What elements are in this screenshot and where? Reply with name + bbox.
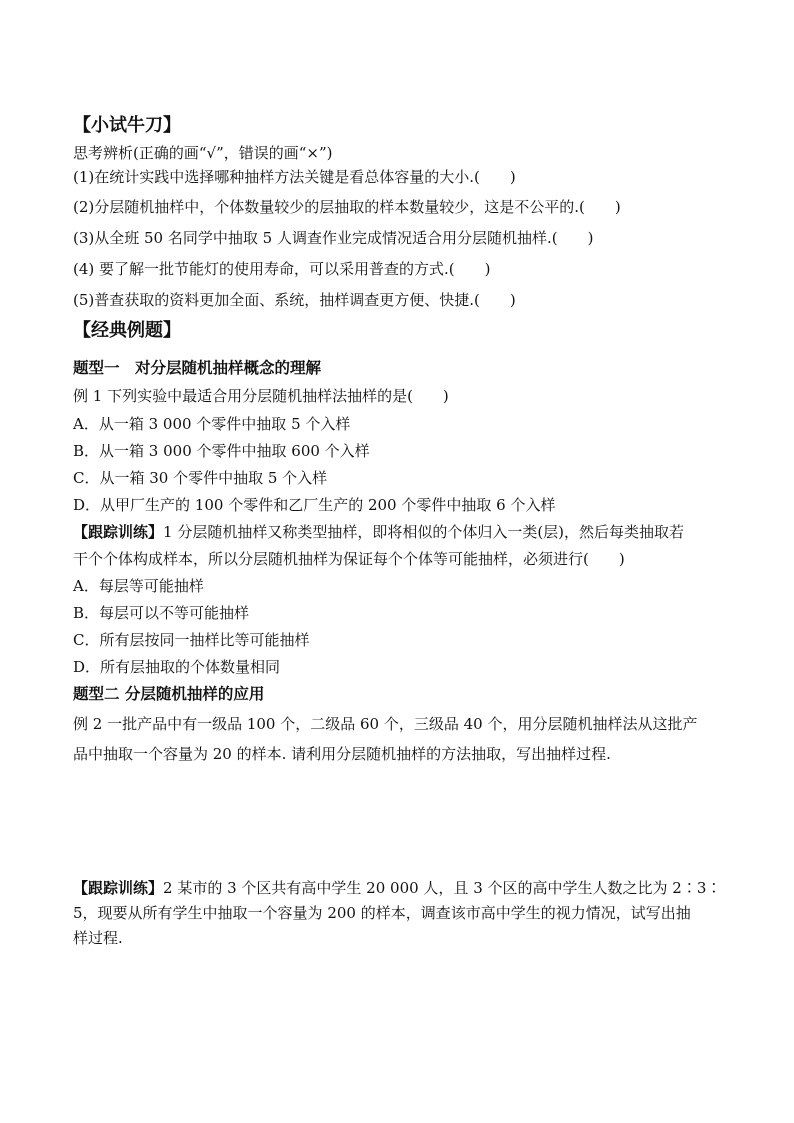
example2-line2: 品中抽取一个容量为 20 的样本. 请利用分层随机抽样的方法抽取，写出抽样过程.: [73, 745, 611, 763]
tracking1-option: C．所有层按同一抽样比等可能抽样: [73, 631, 310, 649]
tracking1-option: B．每层可以不等可能抽样: [73, 604, 250, 622]
practice-item: (3)从全班 50 名同学中抽取 5 人调查作业完成情况适合用分层随机抽样.( ): [73, 229, 594, 247]
examples-heading: 【经典例题】: [73, 320, 181, 341]
type2-title: 题型二 分层随机抽样的应用: [73, 685, 265, 703]
tracking1-line1: [73, 522, 684, 542]
practice-heading: 【小试牛刀】: [73, 115, 181, 136]
tracking2-line3: 样过程.: [73, 929, 123, 947]
practice-item: (1)在统计实践中选择哪种抽样方法关键是看总体容量的大小.( ): [73, 168, 516, 186]
tracking2-text: 2 某市的 3 个区共有高中学生 20 000 人，且 3 个区的高中学生人数之比为 2∶3∶: [163, 879, 722, 897]
example2-line1: 例 2 一批产品中有一级品 100 个，二级品 60 个，三级品 40 个，用分层随机抽样法从这批产: [73, 715, 698, 733]
tracking2-line2: 5，现要从所有学生中抽取一个容量为 200 的样本，调查该市高中学生的视力情况，试写出抽: [73, 904, 691, 922]
type1-title: 题型一 对分层随机抽样概念的理解: [73, 359, 322, 377]
example1-option: B．从一箱 3 000 个零件中抽取 600 个入样: [73, 442, 370, 460]
tracking1-option: D．所有层抽取的个体数量相同: [73, 658, 281, 676]
practice-intro: 思考辨析(正确的画“√”，错误的画“×”): [73, 144, 333, 162]
tracking1-label: 【跟踪训练】: [73, 523, 164, 541]
practice-item: (4) 要了解一批节能灯的使用寿命，可以采用普查的方式.( ): [73, 260, 491, 278]
example1-option: C．从一箱 30 个零件中抽取 5 个入样: [73, 469, 328, 487]
example1-question: 例 1 下列实验中最适合用分层随机抽样法抽样的是( ): [73, 387, 449, 405]
practice-item: (2)分层随机抽样中，个体数量较少的层抽取的样本数量较少，这是不公平的.( ): [73, 198, 621, 216]
tracking1-line2: 干个个体构成样本，所以分层随机抽样为保证每个个体等可能抽样，必须进行( ): [73, 550, 625, 568]
tracking2-label: 【跟踪训练】: [73, 879, 164, 897]
practice-item: (5)普查获取的资料更加全面、系统，抽样调查更方便、快捷.( ): [73, 291, 516, 309]
tracking2-line1: [73, 878, 721, 898]
example1-option: A．从一箱 3 000 个零件中抽取 5 个入样: [73, 415, 351, 433]
tracking1-text: 1 分层随机抽样又称类型抽样，即将相似的个体归入一类(层)，然后每类抽取若: [163, 523, 685, 541]
example1-option: D．从甲厂生产的 100 个零件和乙厂生产的 200 个零件中抽取 6 个入样: [73, 496, 556, 514]
tracking1-option: A．每层等可能抽样: [73, 577, 204, 595]
